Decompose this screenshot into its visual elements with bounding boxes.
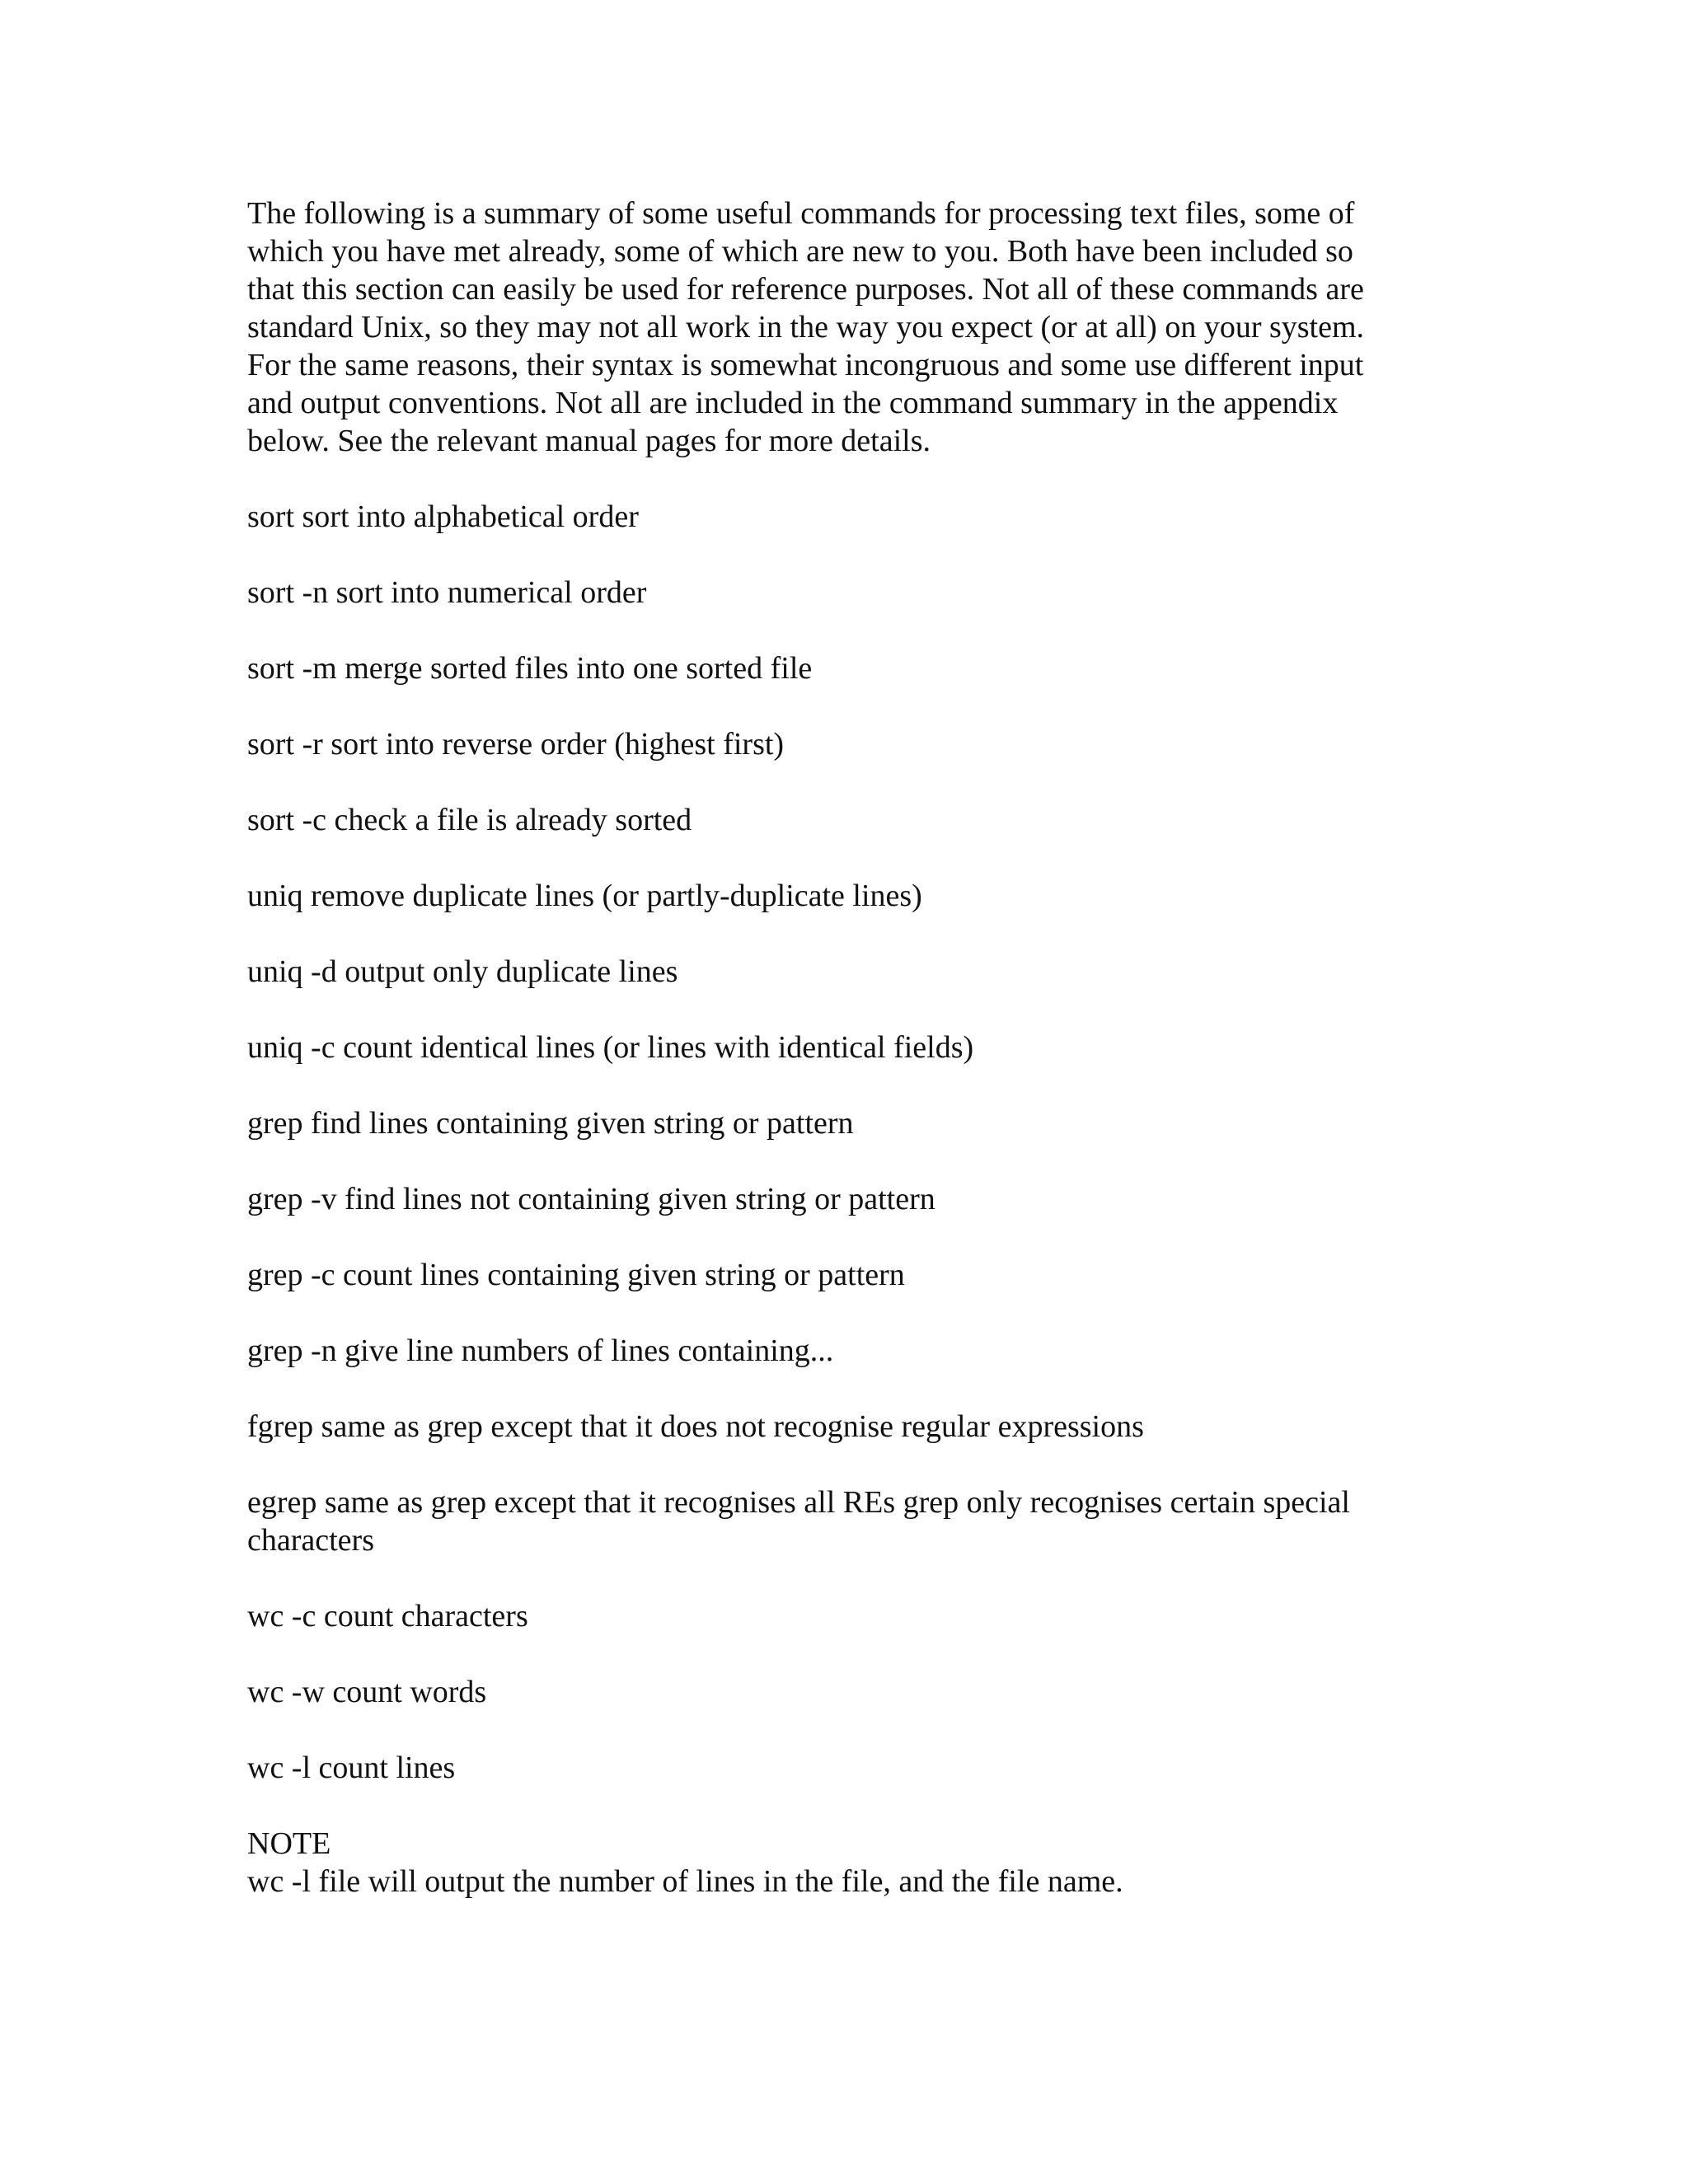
command-item: grep -c count lines containing given string or pattern [247, 1258, 905, 1292]
command-item: grep -n give line numbers of lines containing... [247, 1333, 834, 1368]
command-item: grep find lines containing given string or pattern [247, 1106, 854, 1141]
intro-paragraph: The following is a summary of some useful commands for processing text files, some of which you have met already, some of which are new to you. Both have been included so that this section can easily be used for reference purposes. Not all of these commands are standard Unix, so they may not all work in the way you expect (or at all) on your system. For the same reasons, their syntax is somewhat incongruous and some use different input and output conventions. Not all are included in the command summary in the appendix below. See the relevant manual pages for more details. [247, 196, 1365, 458]
command-item: uniq remove duplicate lines (or partly-duplicate lines) [247, 879, 922, 913]
command-item: sort -n sort into numerical order [247, 575, 647, 610]
command-item: wc -l count lines [247, 1750, 456, 1785]
command-item: uniq -d output only duplicate lines [247, 954, 678, 989]
command-item: sort -c check a file is already sorted [247, 803, 692, 837]
command-item: sort -r sort into reverse order (highest first) [247, 727, 785, 762]
note-text: wc -l file will output the number of lines in the file, and the file name. [247, 1864, 1123, 1899]
command-item: sort sort into alphabetical order [247, 499, 639, 534]
note-title: NOTE [247, 1826, 331, 1861]
command-item: wc -w count words [247, 1675, 487, 1709]
command-item: uniq -c count identical lines (or lines with identical fields) [247, 1030, 974, 1065]
note-block [247, 1825, 1434, 1900]
command-item: wc -c count characters [247, 1599, 528, 1633]
command-item: fgrep same as grep except that it does not recognise regular expressions [247, 1409, 1144, 1444]
command-item: sort -m merge sorted files into one sorted file [247, 651, 813, 686]
command-item: egrep same as grep except that it recognises all REs grep only recognises certain special characters [247, 1485, 1350, 1558]
command-item: grep -v find lines not containing given string or pattern [247, 1182, 935, 1216]
document-page [247, 194, 1434, 1900]
